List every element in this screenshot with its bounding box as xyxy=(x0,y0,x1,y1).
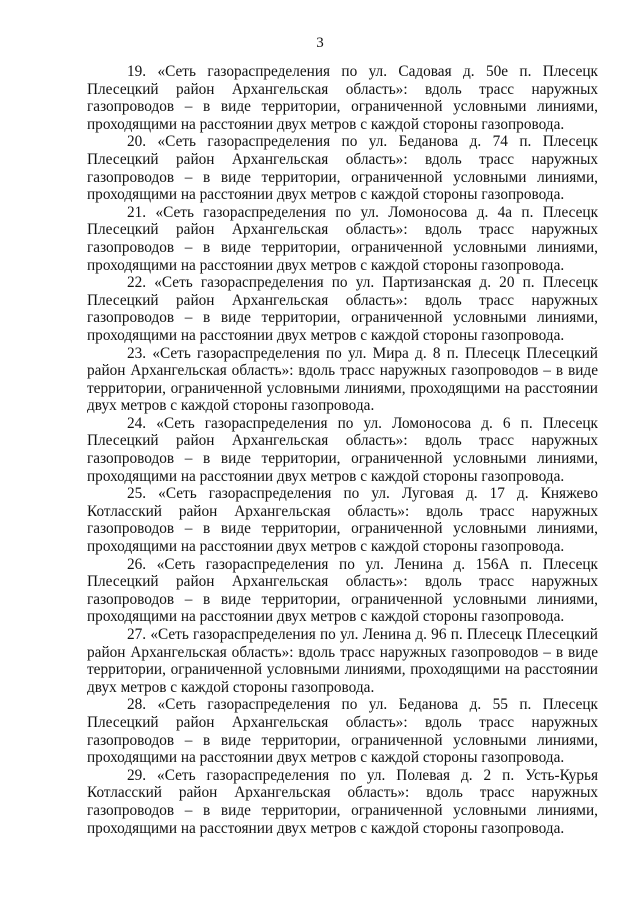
list-item-19: 19. «Сеть газораспределения по ул. Садовая д. 50е п. Плесецк Плесецкий район Архангельская область»: вдоль трасс наружных газопроводов – в виде территории, ограниченной условными линиями, проходящими на расстоянии двух метров с каждой стороны газопровода. xyxy=(87,63,598,133)
list-item-20: 20. «Сеть газораспределения по ул. Беданова д. 74 п. Плесецк Плесецкий район Архангельская область»: вдоль трасс наружных газопроводов – в виде территории, ограниченной условными линиями, проходящими на расстоянии двух метров с каждой стороны газопровода. xyxy=(87,133,598,204)
list-item-27: 27. «Сеть газораспределения по ул. Ленина д. 96 п. Плесецк Плесецкий район Архангельская область»: вдоль трасс наружных газопроводов – в виде территории, ограниченной условными линиями, проходящими на расстоянии двух метров с каждой стороны газопровода. xyxy=(87,626,598,696)
list-item-29: 29. «Сеть газораспределения по ул. Полевая д. 2 п. Усть-Курья Котласский район Архангельская область»: вдоль трасс наружных газопроводов – в виде территории, ограниченной условными линиями, проходящими на расстоянии двух метров с каждой стороны газопровода. xyxy=(87,766,598,837)
document-body xyxy=(87,63,598,837)
list-item-23: 23. «Сеть газораспределения по ул. Мира д. 8 п. Плесецк Плесецкий район Архангельская область»: вдоль трасс наружных газопроводов – в виде территории, ограниченной условными линиями, проходящими на расстоянии двух метров с каждой стороны газопровода. xyxy=(87,344,598,415)
list-item-28: 28. «Сеть газораспределения по ул. Беданова д. 55 п. Плесецк Плесецкий район Архангельская область»: вдоль трасс наружных газопроводов – в виде территории, ограниченной условными линиями, проходящими на расстоянии двух метров с каждой стороны газопровода. xyxy=(87,696,598,767)
list-item-21: 21. «Сеть газораспределения по ул. Ломоносова д. 4а п. Плесецк Плесецкий район Архангельская область»: вдоль трасс наружных газопроводов – в виде территории, ограниченной условными линиями, проходящими на расстоянии двух метров с каждой стороны газопровода. xyxy=(87,203,598,274)
list-item-25: 25. «Сеть газораспределения по ул. Луговая д. 17 д. Княжево Котласский район Архангельская область»: вдоль трасс наружных газопроводов – в виде территории, ограниченной условными линиями, проходящими на расстоянии двух метров с каждой стороны газопровода. xyxy=(87,485,598,556)
list-item-22: 22. «Сеть газораспределения по ул. Партизанская д. 20 п. Плесецк Плесецкий район Архангельская область»: вдоль трасс наружных газопроводов – в виде территории, ограниченной условными линиями, проходящими на расстоянии двух метров с каждой стороны газопровода. xyxy=(87,274,598,344)
list-item-26: 26. «Сеть газораспределения по ул. Ленина д. 156А п. Плесецк Плесецкий район Архангельская область»: вдоль трасс наружных газопроводов – в виде территории, ограниченной условными линиями, проходящими на расстоянии двух метров с каждой стороны газопровода. xyxy=(87,555,598,626)
page-number: 3 xyxy=(316,35,324,51)
list-item-24: 24. «Сеть газораспределения по ул. Ломоносова д. 6 п. Плесецк Плесецкий район Архангельская область»: вдоль трасс наружных газопроводов – в виде территории, ограниченной условными линиями, проходящими на расстоянии двух метров с каждой стороны газопровода. xyxy=(87,414,598,485)
